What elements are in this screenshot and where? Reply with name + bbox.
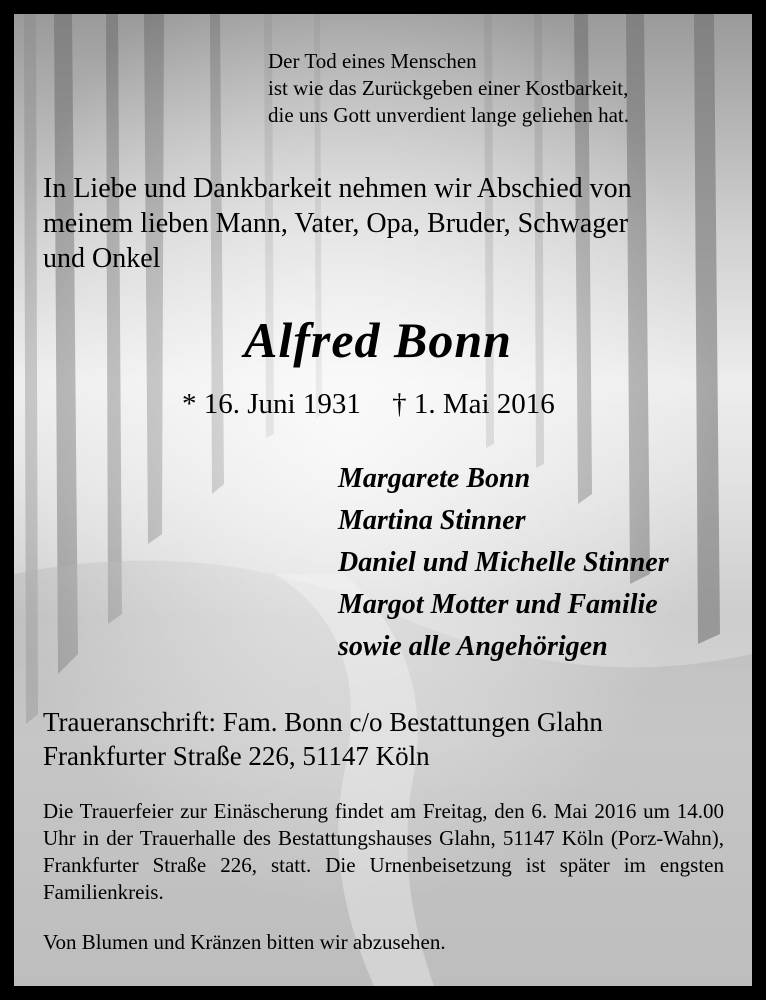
mourning-address (43, 705, 743, 773)
mourner-name: Martina Stinner (338, 505, 526, 536)
death-date: † 1. Mai 2016 (392, 388, 555, 420)
quote-block (268, 48, 738, 129)
mourner-name: Margot Motter und Familie (338, 589, 658, 620)
intro-line: meinem lieben Mann, Vater, Opa, Bruder, Schwager (43, 208, 629, 239)
funeral-notice: Die Trauerfeier zur Einäscherung findet am Freitag, den 6. Mai 2016 um 14.00 Uhr in der Trauerhalle des Bestattungshauses Glahn, 51147 Köln (Porz-Wahn), Frankfurter Straße 226, statt. Die Urnenbeisetzung ist später im engsten Familienkreis. (43, 799, 724, 904)
address-line: Traueranschrift: Fam. Bonn c/o Bestattungen Glahn (43, 707, 603, 737)
intro-line: und Onkel (43, 243, 161, 274)
deceased-name: Alfred Bonn (243, 312, 512, 368)
address-line: Frankfurter Straße 226, 51147 Köln (43, 741, 430, 771)
quote-line: die uns Gott unverdient lange geliehen hat. (268, 103, 629, 127)
intro-line: In Liebe und Dankbarkeit nehmen wir Abschied von (43, 173, 632, 204)
mourners-list (338, 458, 738, 668)
birth-date: * 16. Juni 1931 (182, 388, 361, 420)
closing-note: Von Blumen und Kränzen bitten wir abzusehen. (43, 930, 446, 954)
intro-text (43, 171, 733, 276)
quote-line: ist wie das Zurückgeben einer Kostbarkeit, (268, 76, 629, 100)
obituary-content (14, 14, 752, 986)
mourner-name: Daniel und Michelle Stinner (338, 547, 669, 578)
mourner-name: sowie alle Angehörigen (338, 631, 608, 662)
mourner-name: Margarete Bonn (338, 463, 531, 494)
quote-line: Der Tod eines Menschen (268, 49, 477, 73)
life-dates (182, 386, 662, 422)
